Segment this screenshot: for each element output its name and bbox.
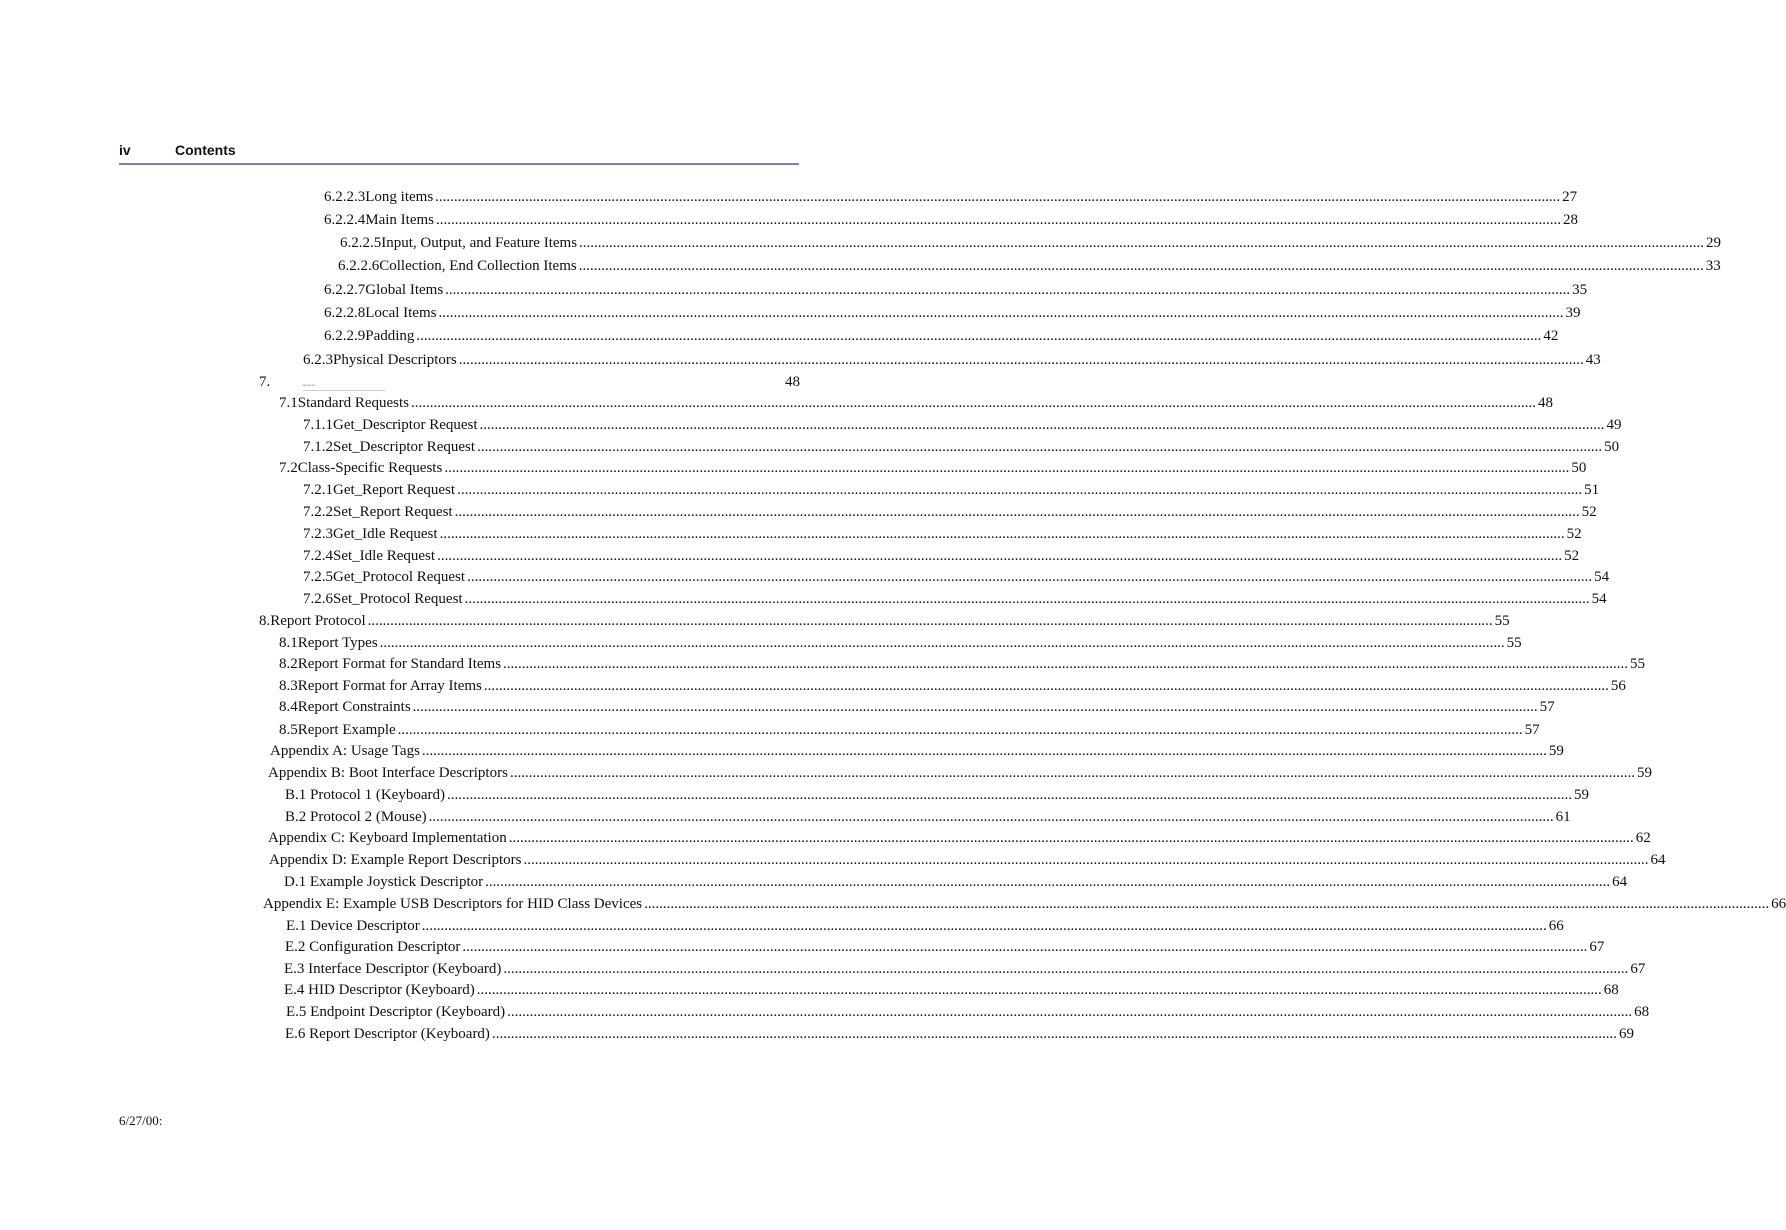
toc-entry-number: 7. [259, 374, 271, 390]
toc-entry-page: 50 [1571, 460, 1587, 476]
toc-entry[interactable] [285, 937, 1605, 957]
toc-entry[interactable] [286, 1002, 1650, 1022]
toc-dot-leader: ............................................................................................................................................................................................................................................................................................................ [503, 656, 1629, 672]
toc-entry[interactable] [285, 807, 1571, 827]
toc-entry[interactable] [303, 567, 1610, 587]
toc-entry-title: Physical Descriptors [333, 352, 457, 368]
toc-entry-title: Set_Protocol Request [333, 591, 463, 607]
toc-entry-number: 8.1 [279, 635, 298, 651]
toc-dot-leader: ............................................................................................................................................................................................................................................................................................................ [477, 439, 1603, 455]
toc-dot-leader: ............................................................................................................................................................................................................................................................................................................ [379, 635, 1505, 651]
toc-entry[interactable] [279, 697, 1555, 717]
toc-entry-page: 61 [1555, 809, 1571, 825]
toc-entry-page: 64 [1650, 852, 1666, 868]
toc-entry-page: 57 [1539, 699, 1555, 715]
toc-dot-leader: ............................................................................................................................................................................................................................................................................................................ [437, 548, 1563, 564]
toc-entry-page: 64 [1612, 874, 1628, 890]
toc-entry-number: 7.1 [279, 395, 298, 411]
toc-entry-title: E.3 Interface Descriptor (Keyboard) [284, 961, 502, 977]
toc-entry-number: 6.2.3 [303, 352, 333, 368]
toc-dot-leader: ............................................................................................................................................................................................................................................................................................................ [523, 852, 1649, 868]
toc-entry-title: Report Format for Array Items [297, 678, 482, 694]
toc-entry-title: Appendix A: Usage Tags [270, 743, 420, 759]
toc-entry-page: 69 [1618, 1026, 1634, 1042]
toc-entry-page: 28 [1563, 212, 1578, 228]
toc-entry-title: Set_Descriptor Request [333, 439, 476, 455]
toc-entry[interactable] [303, 350, 1601, 370]
toc-entry-title: Standard Requests [297, 395, 409, 411]
toc-dot-leader: ............................................................................................................................................................................................................................................................................................................ [462, 939, 1588, 955]
toc-entry-page: 59 [1548, 743, 1564, 759]
footer-date: 6/27/00: [119, 1113, 163, 1128]
toc-entry-title: Report Types [297, 635, 378, 651]
toc-dot-leader: ............................................................................................................................................................................................................................................................................................................ [467, 569, 1593, 585]
toc-entry[interactable] [279, 720, 1540, 740]
toc-dot-leader: ............................................................................................................................................................................................................................................................................................................ [421, 918, 1547, 934]
toc-entry-number: 7.2.3 [303, 526, 333, 542]
toc-entry-title: Report Example [297, 722, 396, 738]
toc-dot-leader: ............................................................................................................................................................................................................................................................................................................ [479, 417, 1605, 433]
toc-entry-page: 27 [1562, 189, 1578, 205]
tiny-entry-text: Requests [303, 383, 316, 387]
toc-entry-page: 48 [785, 374, 800, 390]
toc-entry-number: 6.2.2.4 [324, 212, 366, 228]
toc-entry-title: Report Protocol [270, 613, 366, 629]
toc-entry-page: 54 [1594, 569, 1610, 585]
toc-entry-page: 59 [1573, 787, 1589, 803]
toc-entry-number: 6.2.2.5 [340, 235, 382, 251]
toc-entry-number: 6.2.2.6 [338, 258, 380, 274]
toc-dot-leader: ............................................................................................................................................................................................................................................................................................................ [445, 282, 1571, 298]
toc-entry-page: 55 [1506, 635, 1522, 651]
toc-dot-leader: ............................................................................................................................................................................................................................................................................................................ [435, 189, 1561, 205]
toc-entry-title: Long items [365, 189, 434, 205]
toc-dot-leader: ............................................................................................................................................................................................................................................................................................................ [483, 678, 1609, 694]
toc-entry-number: 7.1.1 [303, 417, 333, 433]
toc-entry-page: 50 [1604, 439, 1620, 455]
toc-entry[interactable] [285, 1024, 1634, 1044]
toc-entry-page: 51 [1584, 482, 1600, 498]
toc-dot-leader: ............................................................................................................................................................................................................................................................................................................ [644, 896, 1770, 912]
toc-entry-page: 33 [1705, 258, 1721, 274]
toc-entry-number: 8.5 [279, 722, 298, 738]
toc-entry-page: 48 [1537, 395, 1553, 411]
toc-entry-number: 7.2 [279, 460, 298, 476]
toc-entry[interactable] [286, 916, 1564, 936]
toc-entry-page: 66 [1771, 896, 1786, 912]
toc-entry[interactable] [303, 524, 1582, 544]
toc-entry-number: 6.2.2.7 [324, 282, 366, 298]
toc-entry-title: Global Items [365, 282, 444, 298]
toc-entry-title: D.1 Example Joystick Descriptor [284, 874, 484, 890]
toc-entry-title: Get_Idle Request [333, 526, 438, 542]
toc-dot-leader: ............................................................................................................................................................................................................................................................................................................ [509, 765, 1635, 781]
toc-dot-leader: ............................................................................................................................................................................................................................................................................................................ [444, 460, 1570, 476]
toc-entry-title: E.6 Report Descriptor (Keyboard) [285, 1026, 490, 1042]
toc-dot-leader: ............................................................................................................................................................................................................................................................................................................ [491, 1026, 1617, 1042]
toc-entry-title: Appendix C: Keyboard Implementation [268, 830, 507, 846]
toc-entry[interactable] [324, 280, 1588, 300]
toc-entry-title: B.1 Protocol 1 (Keyboard) [285, 787, 445, 803]
toc-entry[interactable] [279, 458, 1587, 478]
toc-entry[interactable] [279, 676, 1626, 696]
toc-entry-number: 7.1.2 [303, 439, 333, 455]
toc-entry[interactable] [303, 480, 1600, 500]
toc-entry[interactable] [324, 187, 1578, 207]
toc-dot-leader: ............................................................................................................................................................................................................................................................................................................ [439, 526, 1565, 542]
toc-entry-title: B.2 Protocol 2 (Mouse) [285, 809, 427, 825]
toc-entry-page: 59 [1636, 765, 1652, 781]
toc-entry[interactable] [279, 633, 1522, 653]
toc-entry[interactable] [268, 828, 1651, 848]
toc-entry[interactable] [324, 210, 1578, 230]
toc-entry-title: Collection, End Collection Items [379, 258, 577, 274]
toc-entry-title: Local Items [365, 305, 437, 321]
toc-entry-page: 52 [1581, 504, 1597, 520]
toc-dot-leader: ............................................................................................................................................................................................................................................................................................................ [464, 591, 1590, 607]
toc-entry[interactable] [303, 546, 1580, 566]
toc-dot-leader: ............................................................................................................................................................................................................................................................................................................ [579, 235, 1705, 251]
toc-entry[interactable] [279, 393, 1553, 413]
toc-entry-number: 6.2.2.3 [324, 189, 366, 205]
toc-entry-page: 52 [1564, 548, 1580, 564]
toc-entry-title: Set_Report Request [333, 504, 453, 520]
toc-entry-page: 68 [1634, 1004, 1650, 1020]
toc-dot-leader: ............................................................................................................................................................................................................................................................................................................ [438, 305, 1564, 321]
toc-entry-page: 68 [1603, 982, 1619, 998]
toc-entry[interactable] [268, 763, 1652, 783]
toc-dot-leader: ............................................................................................................................................................................................................................................................................................................ [428, 809, 1554, 825]
toc-entry-page: 54 [1591, 591, 1607, 607]
toc-dot-leader: ............................................................................................................................................................................................................................................................................................................ [508, 830, 1634, 846]
toc-dot-leader: ............................................................................................................................................................................................................................................................................................................ [367, 613, 1493, 629]
toc-entry[interactable] [259, 372, 800, 392]
toc-entry[interactable] [263, 894, 1786, 914]
toc-entry-number: 7.2.6 [303, 591, 333, 607]
toc-entry[interactable] [303, 502, 1597, 522]
toc-entry-title: Get_Report Request [333, 482, 456, 498]
toc-entry-number: 8.4 [279, 699, 298, 715]
header-rule [119, 163, 799, 165]
toc-entry-page: 56 [1610, 678, 1626, 694]
toc-entry[interactable] [324, 326, 1559, 346]
toc-entry[interactable] [303, 589, 1607, 609]
toc-entry-number: 7.2.4 [303, 548, 333, 564]
toc-entry-title: Appendix D: Example Report Descriptors [269, 852, 522, 868]
toc-entry[interactable] [270, 741, 1564, 761]
toc-entry-title: Report Format for Standard Items [297, 656, 502, 672]
toc-entry-number: 8.3 [279, 678, 298, 694]
toc-entry[interactable] [324, 303, 1581, 323]
toc-entry-page: 42 [1543, 328, 1559, 344]
toc-entry-title: Appendix E: Example USB Descriptors for HID Class Devices [263, 896, 643, 912]
toc-dot-leader: ............................................................................................................................................................................................................................................................................................................ [485, 874, 1611, 890]
toc-entry-page: 66 [1548, 918, 1564, 934]
toc-entry-title: Class-Specific Requests [297, 460, 443, 476]
toc-dot-leader: ............................................................................................................................................................................................................................................................................................................ [421, 743, 1547, 759]
toc-entry-number: 6.2.2.8 [324, 305, 366, 321]
toc-entry-page: 67 [1630, 961, 1646, 977]
toc-entry-page: 67 [1589, 939, 1605, 955]
toc-entry-title: Report Constraints [297, 699, 411, 715]
toc-entry-title: E.2 Configuration Descriptor [285, 939, 461, 955]
toc-dot-leader: ............................................................................................................................................................................................................................................................................................................ [578, 258, 1704, 274]
toc-dot-leader: ............................................................................................................................................................................................................................................................................................................ [507, 1004, 1633, 1020]
toc-entry[interactable] [284, 980, 1619, 1000]
toc-entry[interactable] [279, 654, 1646, 674]
toc-entry-title: Main Items [365, 212, 434, 228]
toc-entry-title: E.5 Endpoint Descriptor (Keyboard) [286, 1004, 506, 1020]
toc-dot-leader: ............................................................................................................................................................................................................................................................................................................ [436, 212, 1561, 228]
toc-entry[interactable] [269, 850, 1666, 870]
toc-dot-leader: ............................................................................................................................................................................................................................................................................................................ [503, 961, 1629, 977]
toc-entry[interactable] [303, 437, 1620, 457]
toc-dot-leader: ............................................................................................................................................................................................................................................................................................................ [476, 982, 1602, 998]
toc-dot-leader: ............................................................................................................................................................................................................................................................................................................ [410, 395, 1536, 411]
toc-entry[interactable] [303, 415, 1622, 435]
toc-entry-number: 7.2.5 [303, 569, 333, 585]
toc-entry-title: E.4 HID Descriptor (Keyboard) [284, 982, 475, 998]
toc-dot-leader: ............................................................................................................................................................................................................................................................................................................ [412, 699, 1538, 715]
toc-entry-number: 6.2.2.9 [324, 328, 366, 344]
toc-dot-leader: ............................................................................................................................................................................................................................................................................................................ [457, 482, 1583, 498]
toc-entry-page: 29 [1706, 235, 1722, 251]
toc-entry[interactable] [338, 256, 1721, 276]
toc-entry-page: 43 [1585, 352, 1601, 368]
toc-entry-number: 7.2.2 [303, 504, 333, 520]
toc-dot-leader: ............................................................................................................................................................................................................................................................................................................ [454, 504, 1580, 520]
toc-entry-title: Get_Protocol Request [333, 569, 466, 585]
toc-entry-number: 8.2 [279, 656, 298, 672]
toc-entry-title: Set_Idle Request [333, 548, 436, 564]
toc-entry-page: 55 [1494, 613, 1510, 629]
toc-entry[interactable] [284, 959, 1646, 979]
toc-entry-page: 52 [1566, 526, 1582, 542]
toc-entry-title: E.1 Device Descriptor [286, 918, 420, 934]
toc-dot-leader: ............................................................................................................................................................................................................................................................................................................ [416, 328, 1542, 344]
toc-entry-title: Appendix B: Boot Interface Descriptors [268, 765, 508, 781]
toc-entry-page: 49 [1606, 417, 1622, 433]
toc-dot-leader: ............................................................................................................................................................................................................................................................................................................ [458, 352, 1584, 368]
toc-entry[interactable] [285, 785, 1589, 805]
toc-entry-page: 57 [1524, 722, 1540, 738]
toc-entry-number: 7.2.1 [303, 482, 333, 498]
toc-entry[interactable] [340, 233, 1722, 253]
toc-entry[interactable] [259, 611, 1510, 631]
toc-entry-page: 35 [1572, 282, 1588, 298]
toc-entry-page: 39 [1565, 305, 1581, 321]
toc-entry-title: Input, Output, and Feature Items [381, 235, 578, 251]
toc-entry[interactable] [284, 872, 1628, 892]
header-section-title: Contents [175, 142, 236, 158]
toc-entry-title: Padding [365, 328, 415, 344]
toc-entry-number: 8. [259, 613, 271, 629]
toc-dot-leader: ............................................................................................................................................................................................................................................................................................................ [397, 722, 1523, 738]
toc-entry-page: 62 [1635, 830, 1651, 846]
toc-entry-title: Get_Descriptor Request [333, 417, 478, 433]
toc-entry-page: 55 [1630, 656, 1646, 672]
header-page-label: iv [119, 142, 131, 158]
toc-dot-leader: ............................................................................................................................................................................................................................................................................................................ [446, 787, 1572, 803]
